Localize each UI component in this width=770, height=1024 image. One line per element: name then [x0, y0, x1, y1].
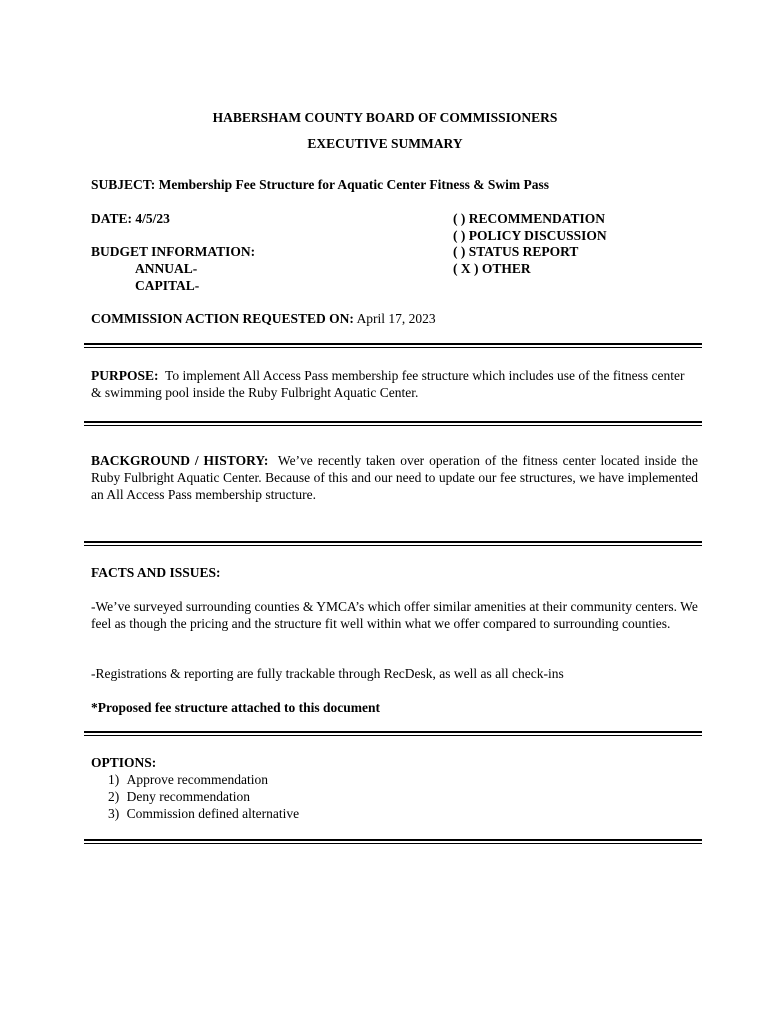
facts-paragraph-1: -We’ve surveyed surrounding counties & YMCA’s which offer similar amenities at their community centers. We feel as though the pricing and the structure fit well within what we offer compared to surrounding counties. — [91, 599, 698, 631]
purpose-section — [91, 367, 698, 401]
option-number: 1) — [108, 772, 120, 787]
purpose-text: To implement All Access Pass membership fee structure which includes use of the fitness center & swimming pool inside the Ruby Fulbright Aquatic Center. — [91, 368, 685, 400]
section-divider — [84, 731, 702, 736]
section-divider — [84, 421, 702, 426]
option-number: 2) — [108, 789, 120, 804]
facts-label: FACTS AND ISSUES: — [91, 565, 221, 580]
budget-capital-label: CAPITAL- — [135, 278, 200, 293]
option-text: Approve recommendation — [126, 772, 268, 787]
option-item — [108, 789, 250, 805]
category-other: ( X ) OTHER — [453, 261, 531, 276]
option-text: Deny recommendation — [126, 789, 250, 804]
purpose-label: PURPOSE: — [91, 368, 159, 383]
budget-annual-label: ANNUAL- — [135, 261, 198, 276]
facts-paragraph-3: *Proposed fee structure attached to this document — [91, 700, 380, 715]
background-label: BACKGROUND / HISTORY: — [91, 453, 269, 468]
document-org-title: HABERSHAM COUNTY BOARD OF COMMISSIONERS — [212, 110, 558, 125]
category-status-report: ( ) STATUS REPORT — [453, 244, 579, 259]
section-divider — [84, 839, 702, 844]
action-requested-line — [91, 311, 436, 327]
section-divider — [84, 541, 702, 546]
subject-line: SUBJECT: Membership Fee Structure for Aquatic Center Fitness & Swim Pass — [91, 177, 549, 192]
budget-info-label: BUDGET INFORMATION: — [91, 244, 256, 259]
option-text: Commission defined alternative — [126, 806, 300, 821]
facts-paragraph-2: -Registrations & reporting are fully trackable through RecDesk, as well as all check-ins — [91, 666, 564, 681]
category-recommendation: ( ) RECOMMENDATION — [453, 211, 605, 226]
option-number: 3) — [108, 806, 120, 821]
section-divider — [84, 343, 702, 348]
category-policy-discussion: ( ) POLICY DISCUSSION — [453, 228, 607, 243]
action-requested-date: April 17, 2023 — [356, 311, 436, 326]
action-requested-label: COMMISSION ACTION REQUESTED ON: — [91, 311, 354, 326]
options-label: OPTIONS: — [91, 755, 157, 770]
document-type-title: EXECUTIVE SUMMARY — [307, 136, 463, 151]
background-text: We’ve recently taken over operation of the fitness center located inside the Ruby Fulbright Aquatic Center. Because of this and our need to update our fee structures, we have implemented an All Access Pass membership structure. — [91, 453, 698, 502]
date-line: DATE: 4/5/23 — [91, 211, 170, 226]
option-item — [108, 806, 299, 822]
background-section — [91, 452, 698, 503]
option-item — [108, 772, 268, 788]
